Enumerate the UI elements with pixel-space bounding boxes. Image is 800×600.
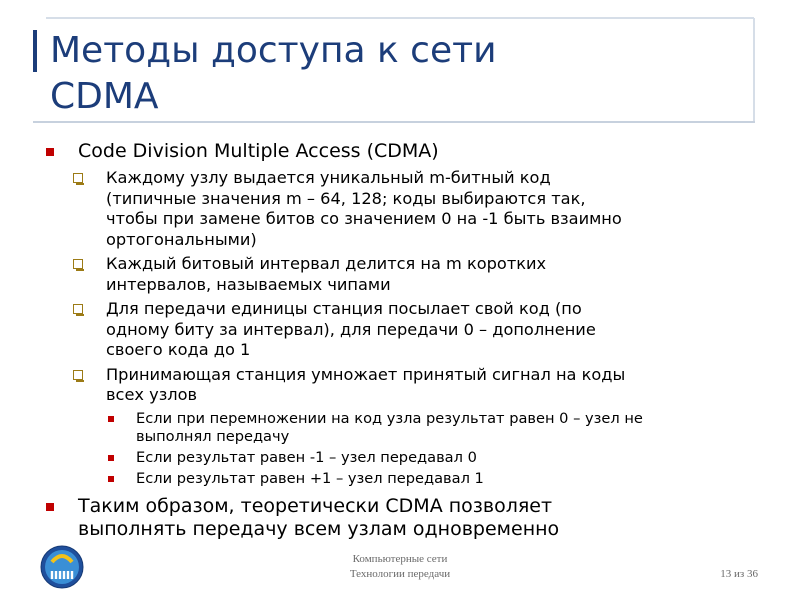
footer-center <box>300 552 500 582</box>
slide-content <box>42 140 762 546</box>
slide-title-line: CDMA <box>50 76 159 117</box>
page-number: 13 из 36 <box>720 568 758 580</box>
square-bullet-icon <box>46 503 54 511</box>
bullet-text-line: Для передачи единицы станция посылает свой код (по <box>106 299 582 318</box>
university-logo-icon <box>40 545 84 589</box>
sub-sub-bullet-item <box>42 410 762 446</box>
bullet-text-line: чтобы при замене битов со значением 0 на -1 быть взаимно <box>106 209 622 228</box>
checkbox-bullet-icon <box>73 259 83 269</box>
checkbox-bullet-icon <box>73 173 83 183</box>
footer-section-title: Технологии передачи <box>349 568 451 580</box>
slide-title <box>50 28 740 120</box>
bullet-text-line: Принимающая станция умножает принятый сигнал на коды <box>106 364 626 384</box>
bullet-item <box>42 140 762 163</box>
bullet-text-line: выполнял передачу <box>136 427 290 445</box>
sub-bullet-item <box>42 365 762 406</box>
bullet-item <box>42 495 762 541</box>
deco-right-line <box>753 18 755 122</box>
bullet-text-line: ортогональными) <box>106 229 257 249</box>
sub-bullet-item <box>42 299 762 361</box>
footer-course-title: Компьютерные сети <box>352 553 448 565</box>
slide-title-line: Методы доступа к сети <box>50 30 497 71</box>
bullet-text-line: Каждому узлу выдается уникальный m-битный код <box>106 168 551 187</box>
bullet-text-line: своего кода до 1 <box>106 340 251 359</box>
bullet-text-line: Каждый битовый интервал делится на m коротких <box>106 254 547 273</box>
sub-sub-bullet-item <box>42 449 762 467</box>
checkbox-bullet-icon <box>73 304 83 314</box>
bullet-text-line: Code Division Multiple Access (CDMA) <box>78 140 439 162</box>
bullet-text-line: всех узлов <box>106 385 198 404</box>
sub-sub-bullet-item <box>42 470 762 488</box>
bullet-text-line: интервалов, называемых чипами <box>106 274 391 294</box>
bullet-text-line: выполнять передачу всем узлам одновременно <box>78 517 560 540</box>
bullet-text-line: Если результат равен +1 – узел передавал 1 <box>136 469 484 487</box>
square-bullet-icon <box>46 148 54 156</box>
bullet-text-line: Если при перемножении на код узла результат равен 0 – узел не <box>136 409 643 427</box>
bullet-text-line: одному биту за интервал), для передачи 0 – дополнение <box>106 319 596 339</box>
square-bullet-icon <box>108 416 114 422</box>
bullet-text-line: (типичные значения m – 64, 128; коды выбираются так, <box>106 188 586 208</box>
title-rule <box>33 121 755 123</box>
bullet-text-line: Таким образом, теоретически CDMA позволяет <box>78 494 553 517</box>
checkbox-bullet-icon <box>73 370 83 380</box>
bullet-text-line: Если результат равен -1 – узел передавал 0 <box>136 448 477 466</box>
deco-top-line <box>46 17 754 19</box>
square-bullet-icon <box>108 455 114 461</box>
square-bullet-icon <box>108 476 114 482</box>
sub-bullet-item <box>42 254 762 295</box>
deco-left-bar <box>33 30 37 72</box>
sub-bullet-item <box>42 168 762 250</box>
